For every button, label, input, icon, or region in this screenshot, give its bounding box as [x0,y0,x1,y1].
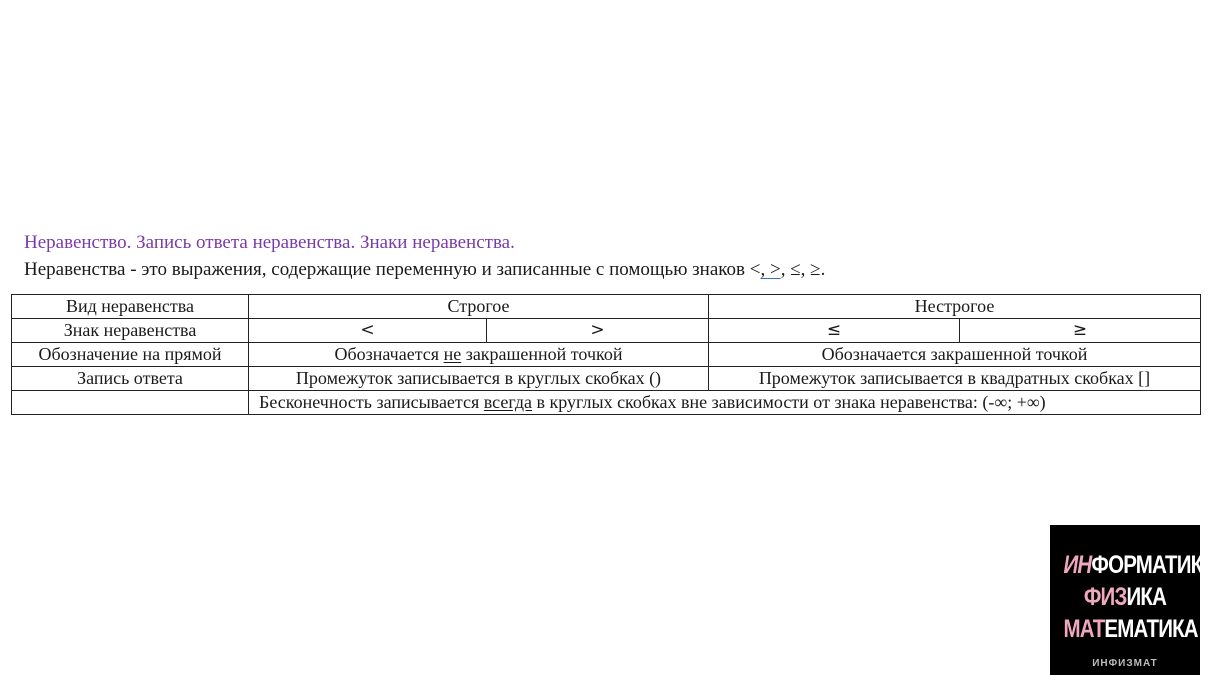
sign-separator: , [800,259,811,280]
table-row-sign [12,319,1201,343]
cell-sign-greater: > [487,319,709,343]
sign-less-equal: ≤ [790,259,801,280]
strict-line-post: закрашенной точкой [461,344,623,364]
page-title: Неравенство. Запись ответа неравенства. Знаки неравенства. [24,232,515,253]
sign-separator: , [760,259,770,280]
cell-nonstrict-answer: Промежуток записывается в квадратных скобках [] [709,367,1201,391]
sign-greater: > [769,259,781,280]
cell-strict-answer: Промежуток записывается в круглых скобках () [249,367,709,391]
row-header-infinity [12,391,249,415]
table-row-kind [12,295,1201,319]
cell-infinity-note [249,391,1201,415]
logo-footer: ИНФИЗМАТ [1092,658,1158,669]
definition-text: Неравенства - это выражения, содержащие переменную и записанные с помощью знаков [24,259,750,280]
logo-accent: ИН [1063,551,1092,579]
infizmat-logo [1050,525,1216,675]
row-header-kind: Вид неравенства [12,295,249,319]
row-header-line: Обозначение на прямой [12,343,249,367]
cell-strict-kind: Строгое [249,295,709,319]
cell-nonstrict-line: Обозначается закрашенной точкой [709,343,1201,367]
cell-strict-line [249,343,709,367]
strict-line-not: не [443,344,462,364]
logo-accent: ФИЗ [1083,583,1127,611]
cell-sign-less-equal: ≤ [709,319,960,343]
cell-sign-greater-equal: ≥ [960,319,1201,343]
cell-sign-less: < [249,319,487,343]
logo-rest: ИКА [1126,583,1167,611]
sign-less: < [749,259,761,280]
cell-nonstrict-kind: Нестрогое [709,295,1201,319]
row-header-sign: Знак неравенства [12,319,249,343]
logo-rest: ФОРМАТИКА [1091,551,1216,579]
inequality-table [11,294,1201,415]
row-header-answer: Запись ответа [12,367,249,391]
logo-line-informatika [1063,551,1216,580]
logo-line-matematika [1063,615,1198,644]
table-row-infinity [12,391,1201,415]
infinity-post: в круглых скобках вне зависимости от знака неравенства: (-∞; +∞) [532,392,1046,412]
table-row-line [12,343,1201,367]
logo-accent: МАТ [1063,615,1105,643]
definition-paragraph [24,259,825,281]
infinity-pre: Бесконечность записывается [259,392,484,412]
definition-end: . [820,259,826,280]
logo-rest: ЕМАТИКА [1104,615,1198,643]
infinity-always: всегда [483,392,533,412]
logo-line-fizika [1064,583,1187,612]
sign-separator: , [780,259,791,280]
table-row-answer [12,367,1201,391]
strict-line-pre: Обозначается [334,344,444,364]
sign-greater-equal: ≥ [810,259,821,280]
